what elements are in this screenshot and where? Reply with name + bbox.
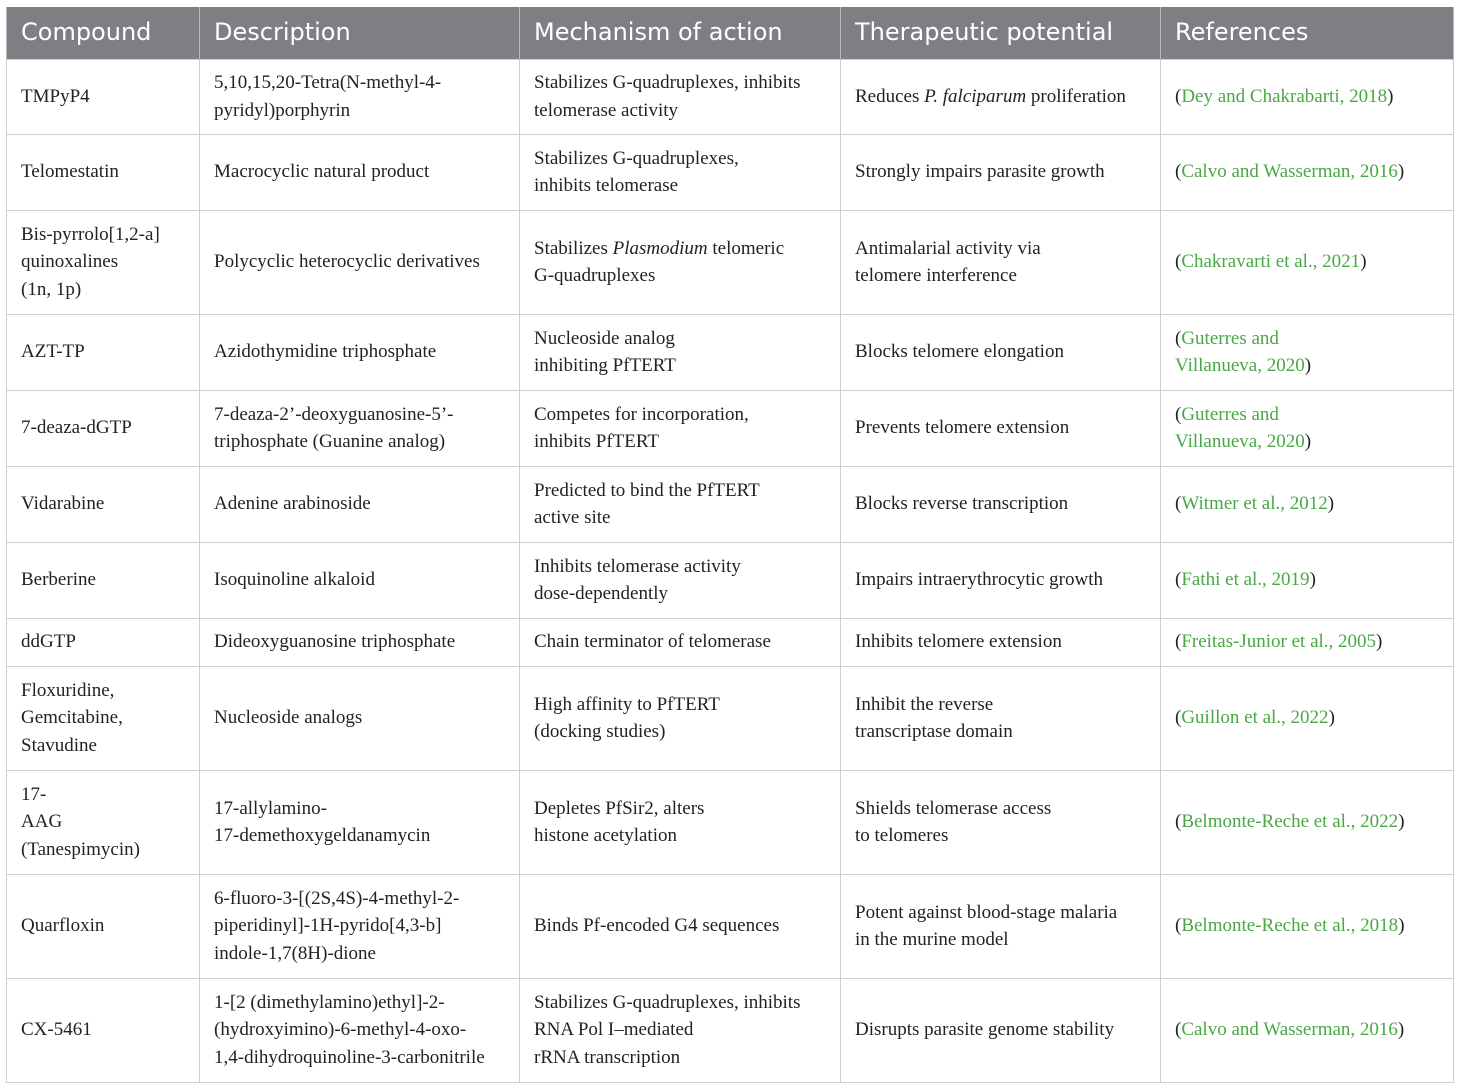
description-line: Polycyclic heterocyclic derivatives (214, 251, 480, 273)
cell-mechanism (520, 619, 841, 667)
cell-description (200, 543, 520, 619)
table-body (7, 60, 1454, 1083)
mechanism-line: dose-dependently (534, 583, 669, 604)
mechanism-line: Stabilizes G-quadruplexes, (534, 147, 739, 169)
mechanism-line: telomerase activity (534, 99, 679, 121)
therapeutic-line: Blocks telomere elongation (855, 341, 1064, 363)
reference-link[interactable]: Freitas-Junior et al., 2005 (1181, 631, 1377, 653)
cell-mechanism (520, 315, 841, 391)
description-line: 1-[2 (dimethylamino)ethyl]-2- (214, 991, 445, 1013)
cell-reference (1161, 391, 1454, 467)
mechanism-line: active site (534, 507, 611, 528)
header-compound: Compound (7, 7, 200, 60)
reference-link[interactable]: Villanueva, 2020 (1175, 431, 1305, 452)
table-row (7, 60, 1454, 135)
cell-therapeutic (841, 211, 1161, 315)
compound-line: Floxuridine, (21, 679, 115, 701)
reference-link[interactable]: Guterres and (1181, 327, 1279, 349)
cell-mechanism (520, 667, 841, 771)
cell-mechanism (520, 771, 841, 875)
paren-open: ( (1175, 631, 1182, 653)
cell-compound (7, 543, 200, 619)
mechanism-line: Nucleoside analog (534, 327, 675, 349)
description-line: 6-fluoro-3-[(2S,4S)-4-methyl-2- (214, 887, 460, 909)
mechanism-line: Chain terminator of telomerase (534, 631, 771, 653)
paren-open: ( (1175, 569, 1182, 591)
compound-line: Stavudine (21, 734, 97, 756)
compound-line: Quarfloxin (21, 915, 105, 937)
description-line: Nucleoside analogs (214, 707, 363, 729)
therapeutic-line: Inhibits telomere extension (855, 631, 1062, 653)
mechanism-text: telomeric (707, 237, 785, 259)
cell-description (200, 667, 520, 771)
cell-mechanism (520, 60, 841, 135)
compound-line: Bis-pyrrolo[1,2-a] (21, 223, 160, 245)
compound-line: (1n, 1p) (21, 278, 82, 300)
cell-therapeutic (841, 543, 1161, 619)
cell-compound (7, 60, 200, 135)
cell-therapeutic (841, 391, 1161, 467)
paren-open: ( (1175, 493, 1182, 515)
cell-mechanism (520, 467, 841, 543)
table-row (7, 135, 1454, 211)
paren-close: ) (1360, 251, 1367, 273)
table-row (7, 771, 1454, 875)
description-line: Macrocyclic natural product (214, 161, 430, 183)
paren-close: ) (1397, 161, 1405, 183)
reference-link[interactable]: Villanueva, 2020 (1175, 355, 1305, 376)
cell-therapeutic (841, 467, 1161, 543)
description-line: (hydroxyimino)-6-methyl-4-oxo- (214, 1019, 467, 1041)
table-row (7, 543, 1454, 619)
therapeutic-text: proliferation (1026, 85, 1126, 107)
table-row (7, 875, 1454, 979)
therapeutic-line: Prevents telomere extension (855, 417, 1070, 439)
cell-reference (1161, 771, 1454, 875)
cell-mechanism (520, 135, 841, 211)
cell-therapeutic (841, 135, 1161, 211)
compound-line: 7-deaza-dGTP (21, 417, 132, 439)
mechanism-line: histone acetylation (534, 825, 677, 846)
compound-line: Telomestatin (21, 161, 119, 183)
mechanism-text: Stabilizes (534, 237, 613, 259)
cell-reference (1161, 60, 1454, 135)
cell-therapeutic (841, 979, 1161, 1083)
therapeutic-italic: P. falciparum (924, 85, 1027, 107)
cell-reference (1161, 667, 1454, 771)
paren-open: ( (1175, 161, 1182, 183)
cell-mechanism (520, 875, 841, 979)
mechanism-line: Competes for incorporation, (534, 403, 749, 425)
cell-description (200, 875, 520, 979)
cell-description (200, 979, 520, 1083)
cell-reference (1161, 135, 1454, 211)
cell-compound (7, 771, 200, 875)
cell-reference (1161, 875, 1454, 979)
therapeutic-line: Strongly impairs parasite growth (855, 161, 1105, 183)
reference-link[interactable]: Guillon et al., 2022 (1181, 707, 1329, 729)
cell-reference (1161, 619, 1454, 667)
therapeutic-line: Shields telomerase access (855, 797, 1052, 819)
cell-mechanism (520, 391, 841, 467)
cell-description (200, 135, 520, 211)
paren-open: ( (1175, 327, 1182, 349)
cell-description (200, 467, 520, 543)
reference-link[interactable]: Calvo and Wasserman, 2016 (1181, 1019, 1398, 1041)
paren-close: ) (1304, 431, 1312, 452)
cell-compound (7, 619, 200, 667)
compound-line: CX-5461 (21, 1019, 92, 1041)
mechanism-line: inhibits telomerase (534, 175, 679, 196)
table-row (7, 667, 1454, 771)
cell-compound (7, 135, 200, 211)
cell-therapeutic (841, 771, 1161, 875)
description-line: triphosphate (Guanine analog) (214, 431, 446, 452)
description-line: 5,10,15,20-Tetra(N-methyl-4- (214, 72, 442, 93)
mechanism-line: Depletes PfSir2, alters (534, 797, 705, 819)
reference-link[interactable]: Calvo and Wasserman, 2016 (1181, 161, 1398, 183)
compound-line: quinoxalines (21, 251, 119, 273)
cell-mechanism (520, 211, 841, 315)
compounds-table (6, 7, 1454, 1083)
paren-close: ) (1398, 915, 1405, 937)
description-line: pyridyl)porphyrin (214, 99, 351, 121)
mechanism-line: Stabilizes G-quadruplexes, inhibits (534, 72, 801, 93)
header-description: Description (200, 7, 520, 60)
mechanism-text: G-quadruplexes (534, 265, 656, 286)
cell-reference (1161, 467, 1454, 543)
mechanism-line: RNA Pol I–mediated (534, 1019, 694, 1041)
compound-line: ddGTP (21, 631, 76, 653)
compound-line: TMPyP4 (21, 85, 90, 107)
cell-compound (7, 979, 200, 1083)
table-row (7, 467, 1454, 543)
paren-open: ( (1175, 403, 1182, 425)
reference-link[interactable]: Chakravarti et al., 2021 (1181, 251, 1361, 273)
header-mechanism: Mechanism of action (520, 7, 841, 60)
therapeutic-line: transcriptase domain (855, 721, 1013, 742)
reference-link[interactable]: Belmonte-Reche et al., 2022 (1181, 811, 1399, 833)
therapeutic-line: in the murine model (855, 929, 1009, 950)
mechanism-line: Inhibits telomerase activity (534, 555, 741, 577)
description-line: 1,4-dihydroquinoline-3-carbonitrile (214, 1046, 485, 1068)
mechanism-line: inhibiting PfTERT (534, 355, 676, 376)
description-line: piperidinyl]-1H-pyrido[4,3-b] (214, 915, 442, 937)
description-line: Isoquinoline alkaloid (214, 569, 375, 591)
cell-therapeutic (841, 875, 1161, 979)
cell-reference (1161, 543, 1454, 619)
paren-open: ( (1175, 915, 1182, 937)
cell-description (200, 619, 520, 667)
mechanism-line: inhibits PfTERT (534, 431, 660, 452)
therapeutic-line: Potent against blood-stage malaria (855, 901, 1118, 923)
cell-description (200, 391, 520, 467)
compound-line: (Tanespimycin) (21, 838, 140, 860)
cell-reference (1161, 979, 1454, 1083)
table-container (6, 7, 1453, 1083)
therapeutic-line: Inhibit the reverse (855, 693, 994, 715)
cell-compound (7, 391, 200, 467)
header-row (7, 7, 1454, 60)
cell-therapeutic (841, 315, 1161, 391)
reference-link[interactable]: Dey and Chakrabarti, 2018 (1181, 85, 1388, 107)
cell-therapeutic (841, 619, 1161, 667)
paren-close: ) (1304, 355, 1312, 376)
paren-open: ( (1175, 811, 1182, 833)
paren-close: ) (1387, 85, 1394, 107)
reference-link[interactable]: Belmonte-Reche et al., 2018 (1181, 915, 1399, 937)
cell-compound (7, 467, 200, 543)
compound-line: 17- (21, 783, 47, 805)
cell-description (200, 315, 520, 391)
paren-close: ) (1398, 811, 1405, 833)
therapeutic-line: Blocks reverse transcription (855, 493, 1069, 515)
compound-line: AZT-TP (21, 341, 85, 363)
therapeutic-line: Antimalarial activity via (855, 237, 1041, 259)
paren-open: ( (1175, 85, 1182, 107)
reference-link[interactable]: Guterres and (1181, 403, 1279, 425)
paren-close: ) (1397, 1019, 1405, 1041)
cell-compound (7, 211, 200, 315)
paren-close: ) (1376, 631, 1383, 653)
cell-compound (7, 875, 200, 979)
reference-link[interactable]: Fathi et al., 2019 (1181, 569, 1310, 591)
mechanism-line: Predicted to bind the PfTERT (534, 479, 760, 501)
description-line: 7-deaza-2’-deoxyguanosine-5’- (214, 403, 454, 425)
cell-reference (1161, 211, 1454, 315)
therapeutic-line: to telomeres (855, 825, 949, 846)
description-line: indole-1,7(8H)-dione (214, 942, 376, 964)
cell-description (200, 211, 520, 315)
header-therapeutic: Therapeutic potential (841, 7, 1161, 60)
description-line: 17-allylamino- (214, 797, 327, 819)
cell-description (200, 60, 520, 135)
cell-therapeutic (841, 667, 1161, 771)
paren-close: ) (1309, 569, 1316, 591)
compound-line: Gemcitabine, (21, 707, 123, 729)
mechanism-line: Binds Pf-encoded G4 sequences (534, 915, 780, 937)
paren-open: ( (1175, 251, 1182, 273)
table-row (7, 211, 1454, 315)
description-line: 17-demethoxygeldanamycin (214, 825, 431, 846)
cell-mechanism (520, 979, 841, 1083)
cell-therapeutic (841, 60, 1161, 135)
cell-mechanism (520, 543, 841, 619)
description-line: Adenine arabinoside (214, 493, 371, 515)
compound-line: Vidarabine (21, 493, 105, 515)
cell-compound (7, 315, 200, 391)
mechanism-line: rRNA transcription (534, 1046, 681, 1068)
paren-open: ( (1175, 707, 1182, 729)
compound-line: AAG (21, 811, 63, 833)
cell-description (200, 771, 520, 875)
paren-close: ) (1327, 493, 1335, 515)
paren-open: ( (1175, 1019, 1182, 1041)
mechanism-line: Stabilizes G-quadruplexes, inhibits (534, 991, 801, 1013)
therapeutic-text: Reduces (855, 85, 925, 107)
mechanism-line: High affinity to PfTERT (534, 693, 720, 715)
therapeutic-line: Disrupts parasite genome stability (855, 1019, 1115, 1041)
description-line: Dideoxyguanosine triphosphate (214, 631, 456, 653)
table-row (7, 619, 1454, 667)
mechanism-line: (docking studies) (534, 721, 666, 742)
cell-compound (7, 667, 200, 771)
mechanism-italic: Plasmodium (612, 237, 708, 259)
therapeutic-line: telomere interference (855, 265, 1017, 286)
table-row (7, 391, 1454, 467)
description-line: Azidothymidine triphosphate (214, 341, 437, 363)
therapeutic-line: Impairs intraerythrocytic growth (855, 569, 1103, 591)
compound-line: Berberine (21, 569, 96, 591)
header-references: References (1161, 7, 1454, 60)
reference-link[interactable]: Witmer et al., 2012 (1181, 493, 1328, 515)
cell-reference (1161, 315, 1454, 391)
table-row (7, 979, 1454, 1083)
paren-close: ) (1328, 707, 1335, 729)
table-row (7, 315, 1454, 391)
